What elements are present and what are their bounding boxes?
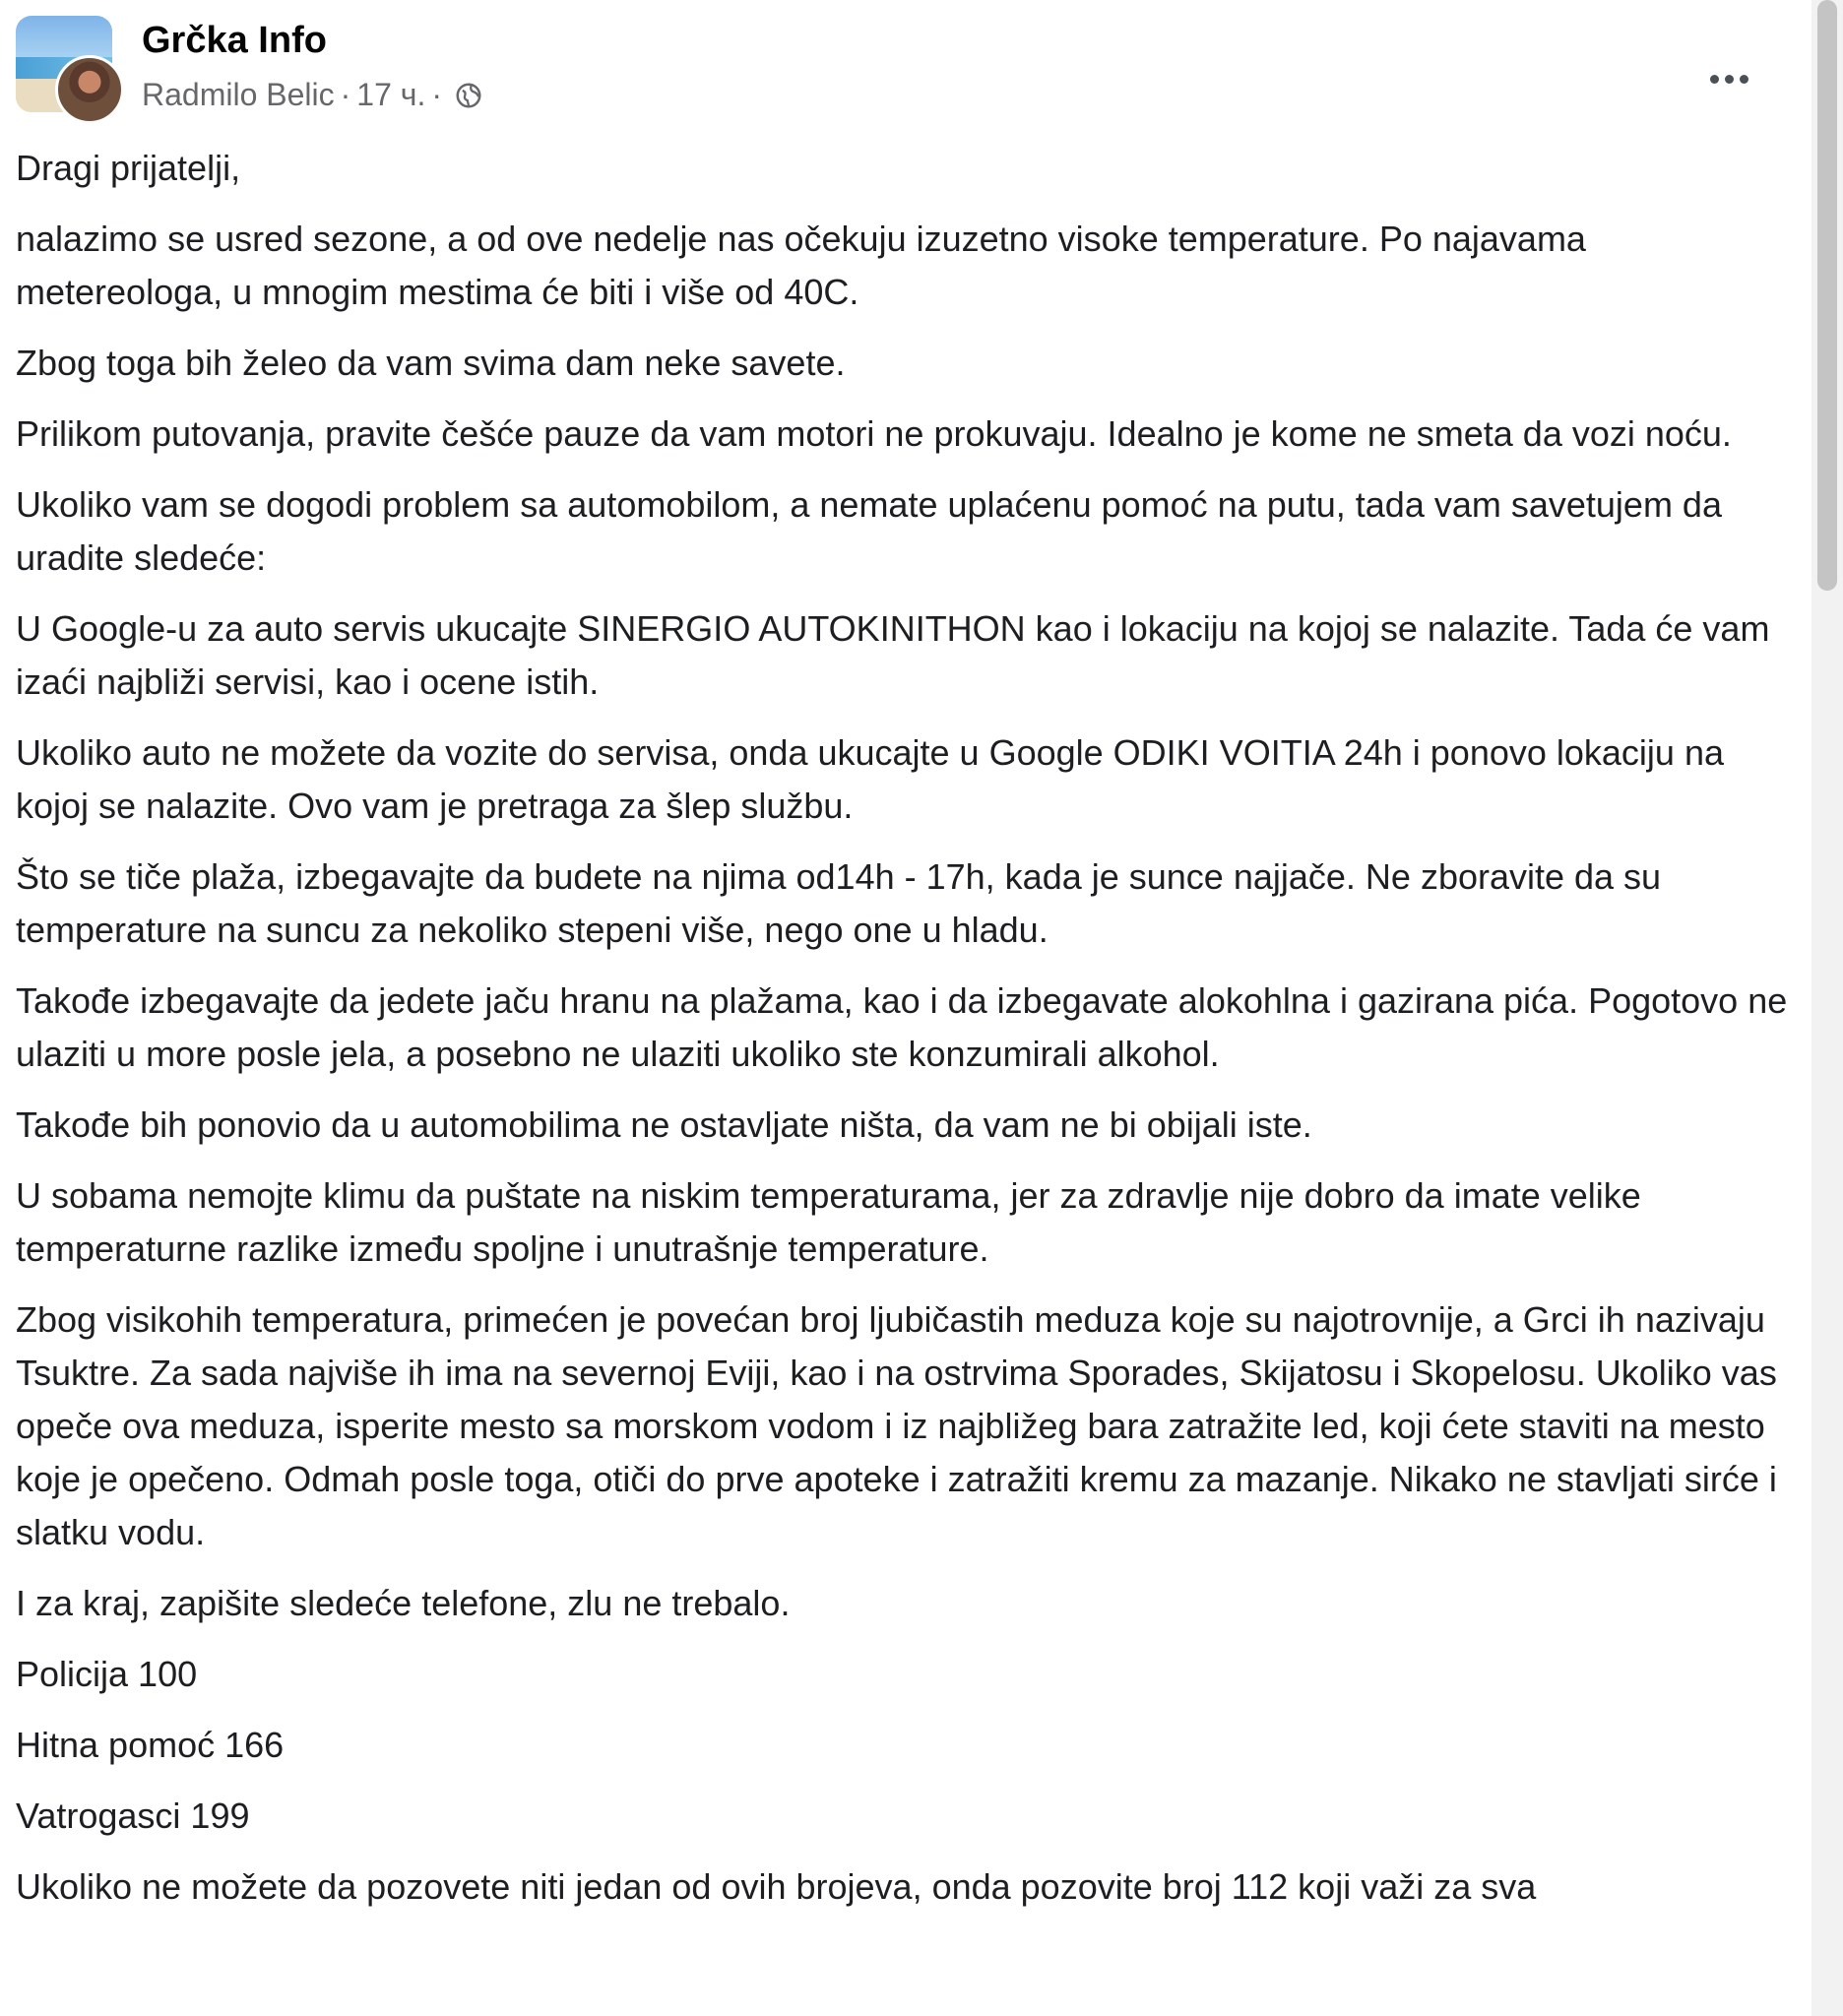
post-body	[16, 142, 1798, 1931]
post-paragraph: U sobama nemojte klimu da puštate na niskim temperaturama, jer za zdravlje nije dobro da imate velike temperaturne razlike između spoljne i unutrašnje temperature.	[16, 1175, 1641, 1269]
scrollbar[interactable]	[1811, 0, 1843, 2016]
group-name-link[interactable]: Grčka Info	[142, 20, 327, 61]
meta-separator-2: ·	[431, 77, 442, 112]
phone-number-ambulance: Hitna pomoć 166	[16, 1725, 285, 1765]
post-paragraph: Zbog toga bih želeo da vam svima dam neke savete.	[16, 343, 846, 383]
post-paragraph: Što se tiče plaža, izbegavajte da budete na njima od14h - 17h, kada je sunce najjače. Ne zboravite da su temperature na suncu za nekoliko stepeni više, nego one u hladu.	[16, 856, 1662, 950]
post-paragraph: Takođe izbegavajte da jedete jaču hranu na plažama, kao i da izbegavate alokohlna i gazirana pića. Pogotovo ne ulaziti u more posle jela, a posebno ne ulaziti ukoliko ste konzumirali alkohol.	[16, 980, 1788, 1074]
more-options-icon[interactable]	[1699, 59, 1758, 98]
post-paragraph: I za kraj, zapišite sledeće telefone, zlu ne trebalo.	[16, 1583, 791, 1623]
author-avatar[interactable]	[55, 55, 124, 124]
post-paragraph: Zbog visikohih temperatura, primećen je povećan broj ljubičastih meduza koje su najotrovnije, a Grci ih nazivaju Tsuktre. Za sada najviše ih ima na severnoj Eviji, kao i na ostrvima Sporades, Skijatosu i Skopelosu. Ukoliko vas opeče ova meduza, isperite mesto sa morskom vodom i iz najbližeg bara zatražite led, koji ćete staviti na mesto koje je opečeno. Odmah posle toga, otiči do prve apoteke i zatražiti kremu za mazanje. Nikako ne stavljati sirće i slatku vodu.	[16, 1299, 1777, 1552]
post-paragraph: Takođe bih ponovio da u automobilima ne ostavljate ništa, da vam ne bi obijali iste.	[16, 1104, 1312, 1145]
post-paragraph: Prilikom putovanja, pravite češće pauze da vam motori ne prokuvaju. Idealno je kome ne smeta da vozi noću.	[16, 413, 1732, 454]
avatar-group[interactable]	[16, 16, 126, 122]
post-header	[16, 16, 1798, 124]
post-paragraph: nalazimo se usred sezone, a od ove nedelje nas očekuju izuzetno visoke temperature. Po najavama metereologa, u mnogim mestima će biti i više od 40C.	[16, 219, 1586, 312]
post-paragraph: Ukoliko auto ne možete da vozite do servisa, onda ukucajte u Google ODIKI VOITIA 24h i ponovo lokaciju na kojoj se nalazite. Ovo vam je pretraga za šlep službu.	[16, 732, 1724, 826]
globe-icon	[454, 81, 483, 110]
scrollbar-thumb[interactable]	[1817, 0, 1837, 591]
meta-separator: ·	[340, 77, 351, 112]
post-meta	[142, 77, 483, 113]
phone-number-police: Policija 100	[16, 1654, 198, 1694]
author-name-link[interactable]: Radmilo Belic	[142, 77, 335, 112]
post-paragraph: U Google-u za auto servis ukucajte SINERGIO AUTOKINITHON kao i lokaciju na kojoj se nalazite. Tada će vam izaći najbliži servisi, kao i ocene istih.	[16, 608, 1770, 702]
post-paragraph: Dragi prijatelji,	[16, 148, 241, 188]
post-timestamp-link[interactable]: 17 ч.	[356, 77, 426, 112]
post-paragraph: Ukoliko ne možete da pozovete niti jedan od ovih brojeva, onda pozovite broj 112 koji važi za sva	[16, 1866, 1537, 1907]
post-paragraph: Ukoliko vam se dogodi problem sa automobilom, a nemate uplaćenu pomoć na putu, tada vam savetujem da uradite sledeće:	[16, 484, 1722, 578]
phone-number-firefighters: Vatrogasci 199	[16, 1796, 250, 1836]
